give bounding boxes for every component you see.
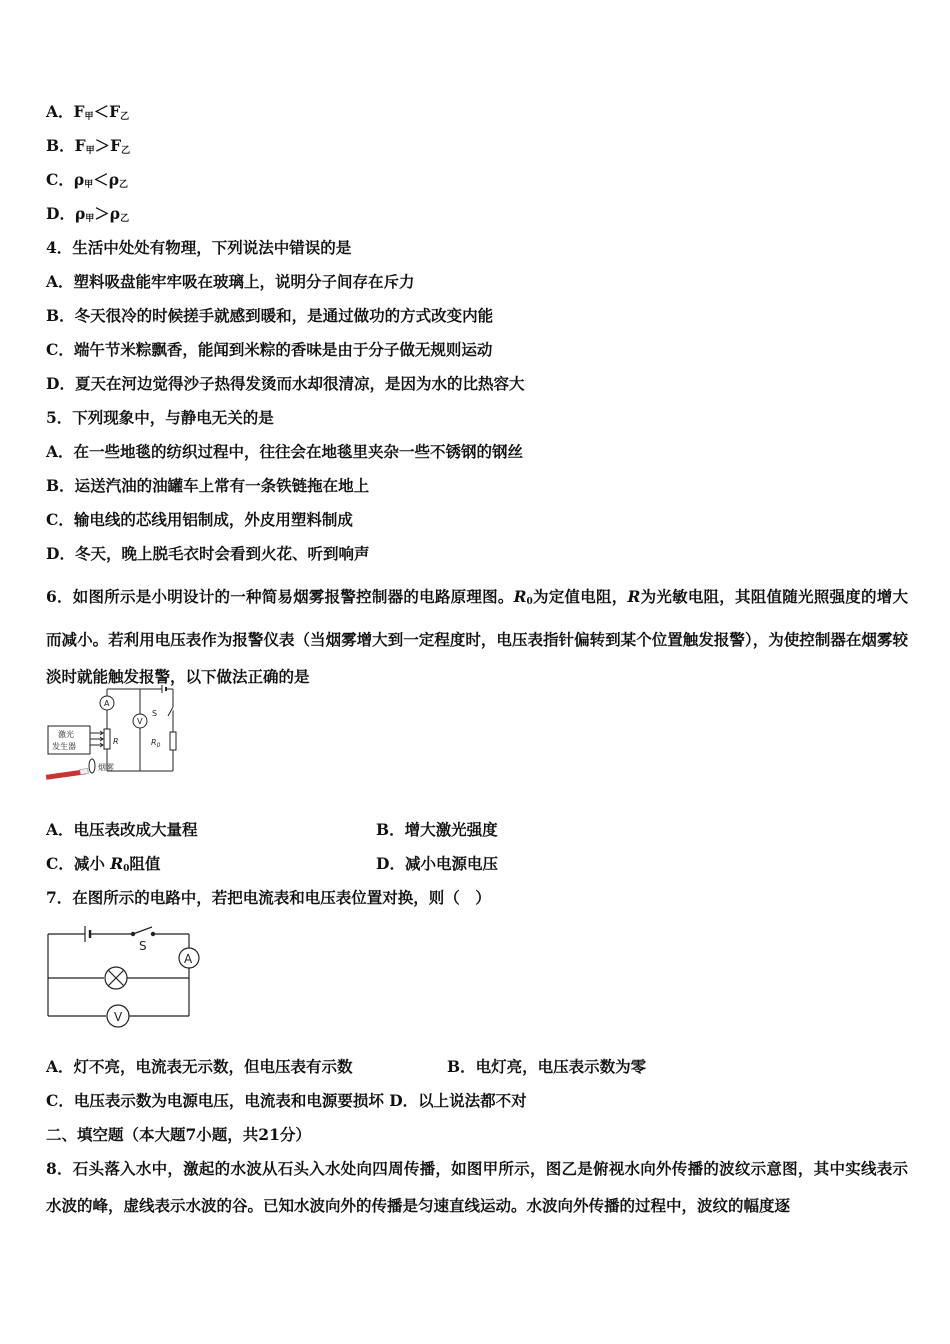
q8-stem: 8．石头落入水中，激起的水波从石头入水处向四周传播，如图甲所示，图乙是俯视水向外传播的波纹示意图，其中实线表示水波的峰，虚线表示水波的谷。已知水波向外的传播是匀速直线运动。水波向外传播的过程中，波纹的幅度逐 [46,1159,908,1215]
q7-ammeter-label: A [184,952,193,966]
q7-circuit-diagram [44,920,209,1035]
q4-option-c: C．端午节米粽飘香，能闻到米粽的香味是由于分子做无规则运动 [46,340,493,359]
q5-option-b: B．运送汽油的油罐车上常有一条铁链拖在地上 [46,476,370,495]
q4-option-a: A．塑料吸盘能牢牢吸在玻璃上，说明分子间存在斥力 [46,272,415,291]
q6-voltmeter-label: V [137,717,143,726]
q6-option-c: C．减小 $R_0$阻值 [46,854,161,874]
q3-option-a: A．$F_甲<F_乙$ [46,102,130,122]
q7-option-b: B．电灯亮，电压表示数为零 [447,1057,647,1076]
q4-option-d: D．夏天在河边觉得沙子热得发烫而水却很清凉，是因为水的比热容大 [46,374,525,393]
q6-ammeter-label: A [104,699,110,708]
q6-emitter-label-1: 激光 [58,730,74,739]
q5-stem: 5．下列现象中，与静电无关的是 [46,408,274,427]
q5-option-c: C．输电线的芯线用铝制成，外皮用塑料制成 [46,510,353,529]
q7-switch-label: S [139,939,147,953]
q6-option-b: B．增大激光强度 [376,820,498,839]
q7-voltmeter-label: V [114,1010,123,1024]
q6-fixed-resistor-label: $R_0$ [151,738,161,749]
q6-emitter-label-2: 发生器 [52,742,76,751]
q3-option-d: D．$\rho_甲>\rho_乙$ [46,204,130,224]
q7-option-a: A．灯不亮，电流表无示数，但电压表有示数 [46,1057,353,1076]
q7-stem: 7．在图所示的电路中，若把电流表和电压表位置对换，则（ ） [46,888,491,907]
q6-option-a: A．电压表改成大量程 [46,820,198,839]
q3-option-c: C．$\rho_甲<\rho_乙$ [46,170,129,190]
q6-circuit-diagram [44,683,184,788]
q5-option-a: A．在一些地毯的纺织过程中，往往会在地毯里夹杂一些不锈钢的钢丝 [46,442,524,461]
section-title: 二、填空题（本大题7小题，共21分） [46,1125,311,1144]
q6-switch-label: S [152,709,158,718]
q6-option-d: D．减小电源电压 [376,854,498,873]
q6-stem: 6．如图所示是小明设计的一种简易烟雾报警控制器的电路原理图。$R_0$为定值电阻，R为光敏电阻，其阻值随光照强度的增大而减小。若利用电压表作为报警仪表（当烟雾增大到一定程度时，电压表指针偏转到某个位置触发报警），为使控制器在烟雾较淡时就能触发报警，以下做法正确的是 [46,587,908,686]
q6-smoke-label: 烟雾 [98,763,114,772]
q4-stem: 4．生活中处处有物理，下列说法中错误的是 [46,238,352,257]
q5-option-d: D．冬天，晚上脱毛衣时会看到火花、听到响声 [46,544,370,563]
q3-option-b: B．$F_甲>F_乙$ [46,136,131,156]
q6-resistor-label: R [113,737,119,746]
q4-option-b: B．冬天很冷的时候搓手就感到暖和，是通过做功的方式改变内能 [46,306,494,325]
q7-option-cd: C．电压表示数为电源电压，电流表和电源要损坏 D．以上说法都不对 [46,1091,527,1110]
